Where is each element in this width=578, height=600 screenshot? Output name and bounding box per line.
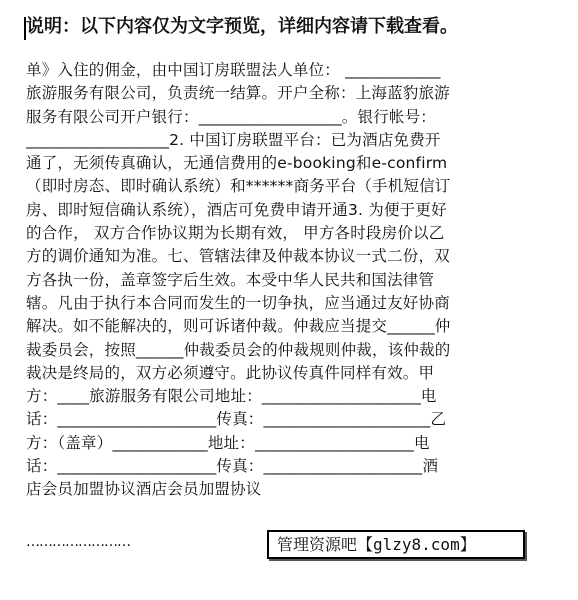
document-line: 方的调价通知为准。七、管辖法律及仲裁本协议一式二份，双 xyxy=(26,247,450,266)
document-line: 方：（盖章）____________地址：____________________电 xyxy=(26,433,430,452)
brand-watermark-label: 管理资源吧【glzy8.com】 xyxy=(277,535,476,554)
document-line: 店会员加盟协议酒店会员加盟协议 xyxy=(26,480,262,499)
document-line: 解决。如不能解决的，则可诉诸仲裁。仲裁应当提交______仲 xyxy=(26,317,451,336)
document-line: 话：____________________传真：_____________________乙 xyxy=(26,410,447,429)
document-line: 服务有限公司开户银行：__________________。银行帐号： xyxy=(26,107,437,126)
document-line: 通了，无须传真确认，无通信费用的e-booking和e-confirm xyxy=(26,154,448,173)
document-line: 方：____旅游服务有限公司地址：____________________电 xyxy=(26,387,437,406)
document-line: 方各执一份，盖章签字后生效。本受中华人民共和国法律管 xyxy=(26,270,435,289)
document-line: 话：____________________传真：____________________酒 xyxy=(26,457,439,476)
document-body xyxy=(26,59,554,502)
document-line: 的合作， 双方合作协议期为长期有效， 甲方各时段房价以乙 xyxy=(26,224,445,243)
document-line: 旅游服务有限公司，负责统一结算。开户全称：上海蓝豹旅游 xyxy=(26,84,450,103)
document-line: 裁委员会，按照______仲裁委员会的仲裁规则仲裁，该仲裁的 xyxy=(26,340,451,359)
document-line: 单》入住的佣金，由中国订房联盟法人单位： ____________ xyxy=(26,61,441,79)
document-line: （即时房态、即时确认系统）和******商务平台（手机短信订 xyxy=(26,177,451,196)
continuation-ellipsis: …………………… xyxy=(26,534,130,550)
document-line: 辖。凡由于执行本合同而发生的一切争执，应当通过友好协商 xyxy=(26,293,450,312)
document-line: __________________2. 中国订房联盟平台：已为酒店免费开 xyxy=(26,130,441,149)
preview-notice: 说明：以下内容仅为文字预览，详细内容请下载查看。 xyxy=(26,16,458,37)
document-line: 裁决是终局的，双方必须遵守。此协议传真件同样有效。甲 xyxy=(26,363,435,382)
document-line: 房、即时短信确认系统），酒店可免费申请开通3. 为便于更好 xyxy=(26,200,447,219)
brand-watermark-box[interactable] xyxy=(267,530,525,559)
